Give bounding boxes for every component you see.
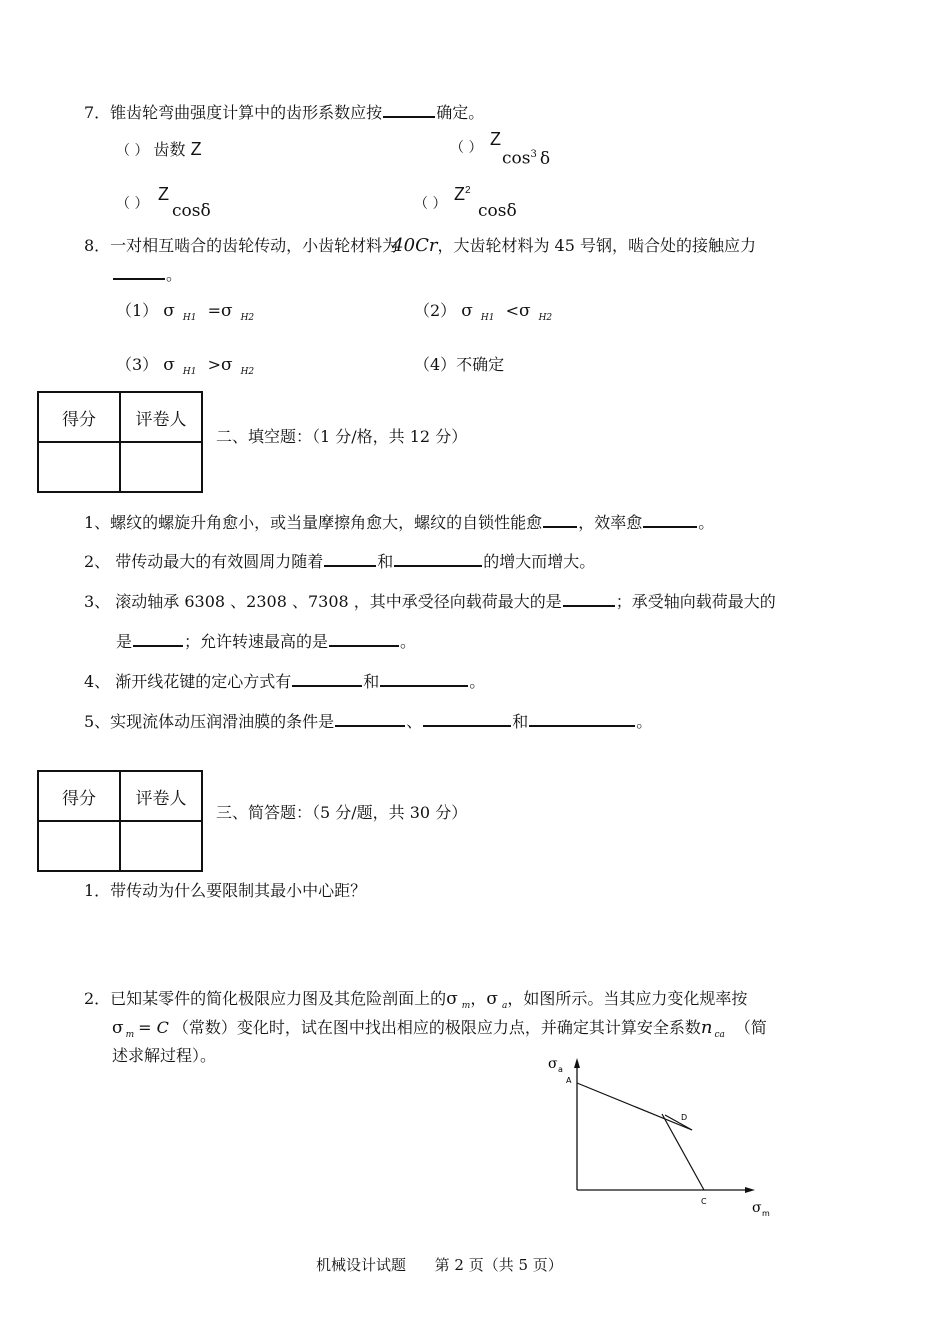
short-answer-2-line1: 2．已知某零件的简化极限应力图及其危险剖面上的σ $_m$，σ $_a$，如图所示。当其应力变化规率按 (84, 989, 748, 1012)
q8-stem-blank: 。 (112, 262, 182, 285)
short-answer-2-line3: 述求解过程）。 (112, 1046, 217, 1065)
point-d-label: D (681, 1113, 688, 1122)
x-axis-sub: m (762, 1209, 770, 1218)
q7-option-d-expr: $Z^2$ cosδ (454, 184, 517, 221)
fill-item-1: 1、螺纹的螺旋升角愈小，或当量摩擦角愈大，螺纹的自锁性能愈 ，效率愈 。 (84, 513, 715, 532)
score-cell[interactable] (38, 821, 120, 871)
x-axis-label: σ (752, 1200, 762, 1216)
x-axis-arrow (745, 1187, 755, 1193)
y-axis-sub: a (558, 1065, 563, 1074)
page-footer: 机械设计试题 第 2 页（共 5 页） (316, 1256, 563, 1274)
score-table-section2 (37, 391, 203, 493)
q7-option-a: （ ） 齿数 Z (116, 139, 202, 159)
grader-header: 评卷人 (120, 771, 202, 821)
q8-option-1: （1） σ $_{H1}$ =σ $_{H2}$ (116, 301, 255, 324)
q7-option-c: （ ） (116, 196, 149, 212)
y-axis-arrow (574, 1058, 580, 1068)
grader-header: 评卷人 (120, 392, 202, 442)
q8-stem: 8．一对相互啮合的齿轮传动，小齿轮材料为40Cr，大齿轮材料为 45 号钢，啮合处的接触应力 (84, 235, 757, 256)
grader-cell[interactable] (120, 442, 202, 492)
limit-line-ad (577, 1083, 692, 1130)
q8-option-2: （2） σ $_{H1}$ <σ $_{H2}$ (414, 301, 553, 324)
q7-option-c-expr: Z cosδ (158, 184, 211, 221)
score-cell[interactable] (38, 442, 120, 492)
grader-cell[interactable] (120, 821, 202, 871)
fill-item-2: 2、 带传动最大的有效圆周力随着 和 的增大而增大。 (84, 552, 596, 571)
section2-title: 二、填空题：（1 分/格，共 12 分） (216, 427, 468, 446)
q8-option-3: （3） σ $_{H1}$ >σ $_{H2}$ (116, 355, 255, 378)
q8-option-4: （4）不确定 (414, 355, 505, 374)
q7-stem: 7．锥齿轮弯曲强度计算中的齿形系数应按 确定。 (84, 103, 485, 122)
limit-stress-diagram (540, 1050, 780, 1220)
short-answer-1: 1．带传动为什么要限制其最小中心距？ (84, 881, 367, 900)
q7-option-b: （ ） (450, 140, 483, 156)
fill-item-3-cont: 是 ；允许转速最高的是 。 (116, 632, 417, 651)
section3-title: 三、简答题：（5 分/题，共 30 分） (216, 803, 468, 822)
short-answer-2-line2: σ $_m$ = C （常数）变化时，试在图中找出相应的极限应力点，并确定其计算安全系数n $_{ca}$ （简 (112, 1017, 767, 1041)
score-header: 得分 (38, 392, 120, 442)
point-c-label: C (701, 1197, 707, 1206)
score-table-section3 (37, 770, 203, 872)
fill-item-3: 3、 滚动轴承 6308 、2308 、7308 ，其中承受径向载荷最大的是 ；承受轴向载荷最大的 (84, 592, 776, 611)
score-header: 得分 (38, 771, 120, 821)
q7-option-b-expr: Z $\cos^3 \delta$ (490, 129, 551, 169)
fill-item-4: 4、 渐开线花键的定心方式有 和 。 (84, 672, 486, 691)
fill-item-5: 5、实现流体动压润滑油膜的条件是 、 和 。 (84, 712, 653, 731)
point-a-label: A (566, 1076, 572, 1085)
q7-option-d: （ ） (414, 196, 447, 212)
y-axis-label: σ (548, 1056, 558, 1072)
